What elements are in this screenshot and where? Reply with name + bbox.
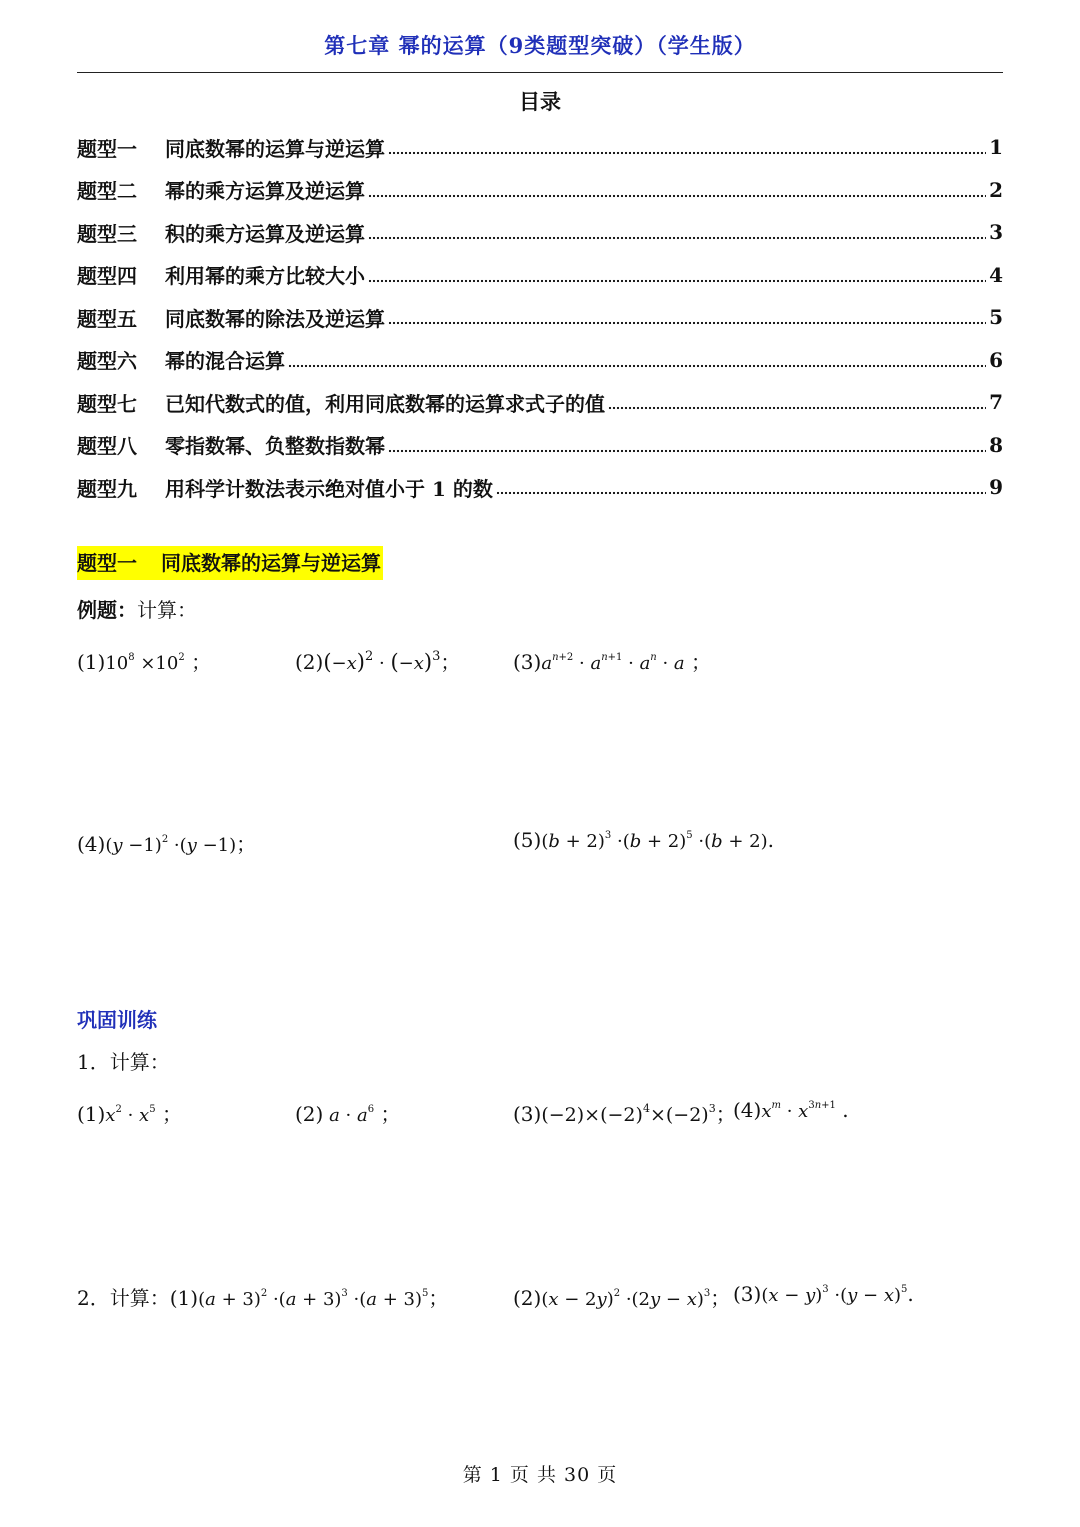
header-divider — [77, 72, 1003, 73]
problem-number: (4) — [733, 1098, 762, 1122]
math-expression: $(-x)^2 \cdot (-x)^3$ — [323, 649, 441, 674]
toc-item-text: 同底数幂的除法及逆运算 — [165, 306, 385, 331]
problem-number: (2) — [295, 1102, 324, 1126]
toc-item-text: 幂的乘方运算及逆运算 — [165, 179, 365, 204]
toc-item-8[interactable] — [77, 424, 1003, 467]
math-expression: $a \cdot a^6$ — [329, 1104, 375, 1126]
toc-item-page: 4 — [989, 262, 1003, 287]
problem-number: (3) — [513, 650, 542, 674]
problem-punct: ； — [691, 650, 712, 674]
toc-item-2[interactable] — [77, 169, 1003, 212]
problem-punct: . — [842, 1098, 849, 1122]
problem-punct: ； — [380, 1102, 401, 1126]
toc-leader-dots — [608, 406, 986, 410]
toc-item-label: 题型二 — [77, 179, 137, 204]
math-expression: $(x - y)^3 \cdot(y - x)^5$ — [761, 1284, 908, 1306]
toc-item-4[interactable] — [77, 254, 1003, 297]
practice-question-1-prompt: 1．计算： — [77, 1050, 170, 1074]
problem-number: (3) — [733, 1282, 762, 1306]
example-prompt: 计算： — [137, 598, 197, 622]
section-label: 题型一 — [77, 551, 137, 575]
section-text: 同底数幂的运算与逆运算 — [161, 551, 381, 575]
toc-item-page: 9 — [989, 475, 1003, 500]
toc-item-5[interactable] — [77, 296, 1003, 339]
toc-leader-dots — [388, 449, 986, 453]
page-footer: 第 1 页 共 30 页 — [462, 1464, 618, 1486]
practice-q1-problem-3 — [513, 1098, 736, 1127]
problem-punct: ； — [428, 1286, 449, 1310]
problem-number: (1) — [77, 1102, 106, 1126]
toc-item-page: 7 — [989, 390, 1003, 415]
math-expression: $(x - 2y)^2 \cdot(2y - x)^3$ — [541, 1288, 711, 1310]
practice-q1-problem-4 — [733, 1098, 849, 1122]
toc-item-text: 同底数幂的运算与逆运算 — [165, 136, 385, 161]
section-heading — [77, 546, 383, 580]
problem-number: (1) — [77, 650, 106, 674]
toc-item-page: 1 — [989, 135, 1003, 160]
practice-q2-problem-3 — [733, 1282, 914, 1306]
math-expression: $(a + 3)^2 \cdot(a + 3)^3 \cdot(a + 3)^5$ — [198, 1288, 429, 1310]
toc-item-text: 幂的混合运算 — [165, 349, 285, 374]
toc-leader-dots — [368, 236, 986, 240]
math-expression: $(b + 2)^3 \cdot(b + 2)^5 \cdot(b + 2)$ — [541, 830, 768, 852]
table-of-contents — [77, 126, 1003, 509]
practice-title: 巩固训练 — [77, 1008, 157, 1032]
toc-item-page: 3 — [989, 220, 1003, 245]
toc-item-1[interactable] — [77, 126, 1003, 169]
toc-item-label: 题型三 — [77, 221, 137, 246]
toc-leader-dots — [496, 491, 986, 495]
toc-item-page: 2 — [989, 177, 1003, 202]
toc-item-text: 利用幂的乘方比较大小 — [165, 264, 365, 289]
toc-item-text: 已知代数式的值，利用同底数幂的运算求式子的值 — [165, 391, 605, 416]
toc-item-label: 题型一 — [77, 136, 137, 161]
toc-item-page: 6 — [989, 347, 1003, 372]
toc-item-label: 题型八 — [77, 434, 137, 459]
toc-leader-dots — [368, 194, 986, 198]
toc-item-label: 题型九 — [77, 476, 137, 501]
example-problem-5 — [513, 828, 774, 852]
problem-number: (4) — [77, 832, 106, 856]
toc-item-9[interactable] — [77, 466, 1003, 509]
practice-q1-problem-1 — [77, 1098, 182, 1127]
toc-item-6[interactable] — [77, 339, 1003, 382]
problem-number: (1) — [169, 1286, 199, 1310]
question-prompt: 2．计算： — [77, 1286, 170, 1310]
problem-number: (5) — [513, 828, 542, 852]
example-problem-4 — [77, 828, 256, 857]
toc-title: 目录 — [519, 89, 561, 114]
problem-number: (2) — [295, 650, 324, 674]
math-expression: $(y -1)^2 \cdot(y -1)$ — [105, 834, 237, 856]
math-expression: $(-2)\times(-2)^4\times(-2)^3$ — [541, 1102, 716, 1126]
toc-leader-dots — [288, 364, 986, 368]
practice-question-2 — [77, 1282, 448, 1311]
problem-punct: ； — [191, 650, 212, 674]
problem-punct: ； — [161, 1102, 182, 1126]
page-header-title: 第七章 幂的运算（9类题型突破）（学生版） — [324, 33, 756, 58]
problem-punct: ； — [236, 832, 257, 856]
problem-punct: . — [767, 828, 775, 852]
problem-punct: ； — [440, 650, 461, 674]
toc-item-text: 积的乘方运算及逆运算 — [165, 221, 365, 246]
toc-leader-dots — [368, 279, 986, 283]
toc-item-label: 题型四 — [77, 264, 137, 289]
toc-item-label: 题型五 — [77, 306, 137, 331]
toc-leader-dots — [388, 321, 986, 325]
example-problem-3 — [513, 646, 711, 675]
problem-number: (2) — [513, 1286, 542, 1310]
math-expression: $10^8 \times 10^2$ — [105, 652, 185, 674]
problem-punct: ； — [710, 1286, 731, 1310]
toc-leader-dots — [388, 151, 986, 155]
example-label-bold: 例题： — [77, 598, 137, 622]
toc-item-7[interactable] — [77, 381, 1003, 424]
problem-punct: . — [907, 1282, 914, 1306]
toc-item-label: 题型七 — [77, 391, 137, 416]
example-problem-1 — [77, 646, 211, 675]
math-expression: $a^{n+2} \cdot a^{n+1} \cdot a^n \cdot a$ — [541, 652, 685, 674]
toc-item-3[interactable] — [77, 211, 1003, 254]
toc-item-text: 用科学计数法表示绝对值小于 1 的数 — [165, 476, 493, 501]
toc-item-label: 题型六 — [77, 349, 137, 374]
problem-number: (3) — [513, 1102, 542, 1126]
problem-punct: ； — [715, 1102, 736, 1126]
toc-item-page: 5 — [989, 305, 1003, 330]
math-expression: $x^2 \cdot x^5$ — [105, 1104, 156, 1126]
practice-q1-problem-2 — [295, 1098, 400, 1127]
toc-item-text: 零指数幂、负整数指数幂 — [165, 434, 385, 459]
toc-item-page: 8 — [989, 432, 1003, 457]
practice-q2-problem-2 — [513, 1282, 730, 1311]
math-expression: $x^m \cdot x^{3n+1}$ — [761, 1100, 836, 1122]
example-label — [77, 594, 197, 623]
example-problem-2 — [295, 646, 460, 675]
